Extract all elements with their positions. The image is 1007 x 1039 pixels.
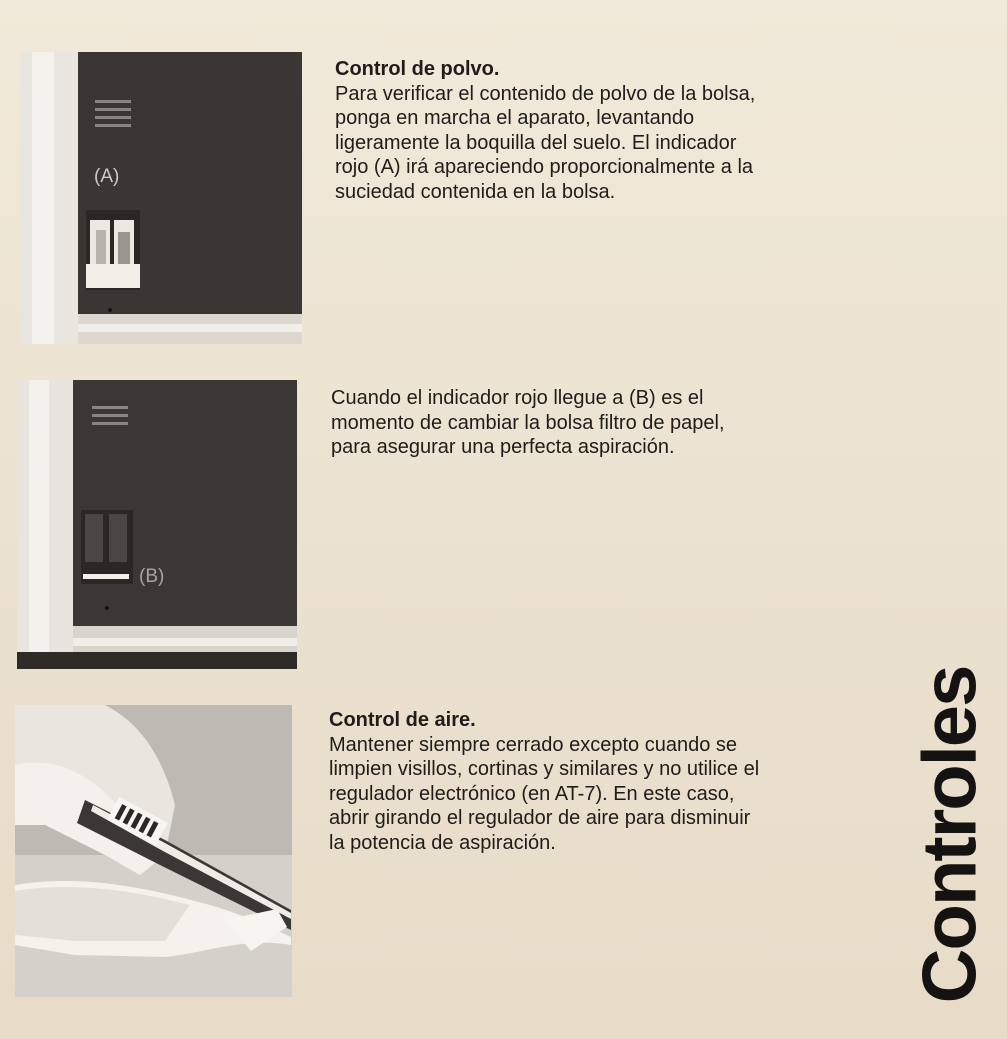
- body-line: regulador electrónico (en AT-7). En este caso,: [329, 782, 735, 805]
- body-line: limpien visillos, cortinas y similares y no utilice el: [329, 758, 760, 780]
- body-line: para asegurar una perfecta aspiración.: [331, 436, 675, 458]
- body-line: la potencia de aspiración.: [329, 831, 556, 854]
- body-line: Para verificar el contenido de polvo de la bolsa,: [335, 82, 756, 105]
- bag-change-body: [331, 386, 891, 460]
- body-line: Mantener siempre cerrado excepto cuando se: [329, 733, 738, 756]
- bag-change-section: [331, 386, 891, 460]
- indicator-label-b: (B): [139, 566, 165, 587]
- indicator-label-a: (A): [94, 166, 120, 187]
- section-title: Controles: [907, 666, 993, 1004]
- air-regulator-photo: [15, 705, 292, 997]
- body-line: abrir girando el regulador de aire para disminuir: [329, 807, 751, 829]
- dust-control-body: [335, 82, 895, 205]
- body-line: rojo (A) irá apareciendo proporcionalmente a la: [335, 156, 754, 178]
- section-title-vertical: [907, 660, 993, 1010]
- air-control-heading: Control de aire.: [329, 709, 476, 731]
- dust-indicator-photo-a: [20, 52, 302, 344]
- body-line: suciedad contenida en la bolsa.: [335, 180, 616, 203]
- body-line: ligeramente la boquilla del suelo. El indicador: [335, 131, 737, 154]
- dust-control-section: [335, 57, 895, 204]
- air-control-section: [329, 708, 889, 855]
- body-line: ponga en marcha el aparato, levantando: [335, 107, 695, 129]
- dust-indicator-photo-b: [17, 380, 297, 669]
- dust-control-heading: Control de polvo.: [335, 58, 500, 80]
- body-line: momento de cambiar la bolsa filtro de papel,: [331, 411, 725, 434]
- air-control-body: [329, 733, 889, 856]
- body-line: Cuando el indicador rojo llegue a (B) es el: [331, 387, 704, 409]
